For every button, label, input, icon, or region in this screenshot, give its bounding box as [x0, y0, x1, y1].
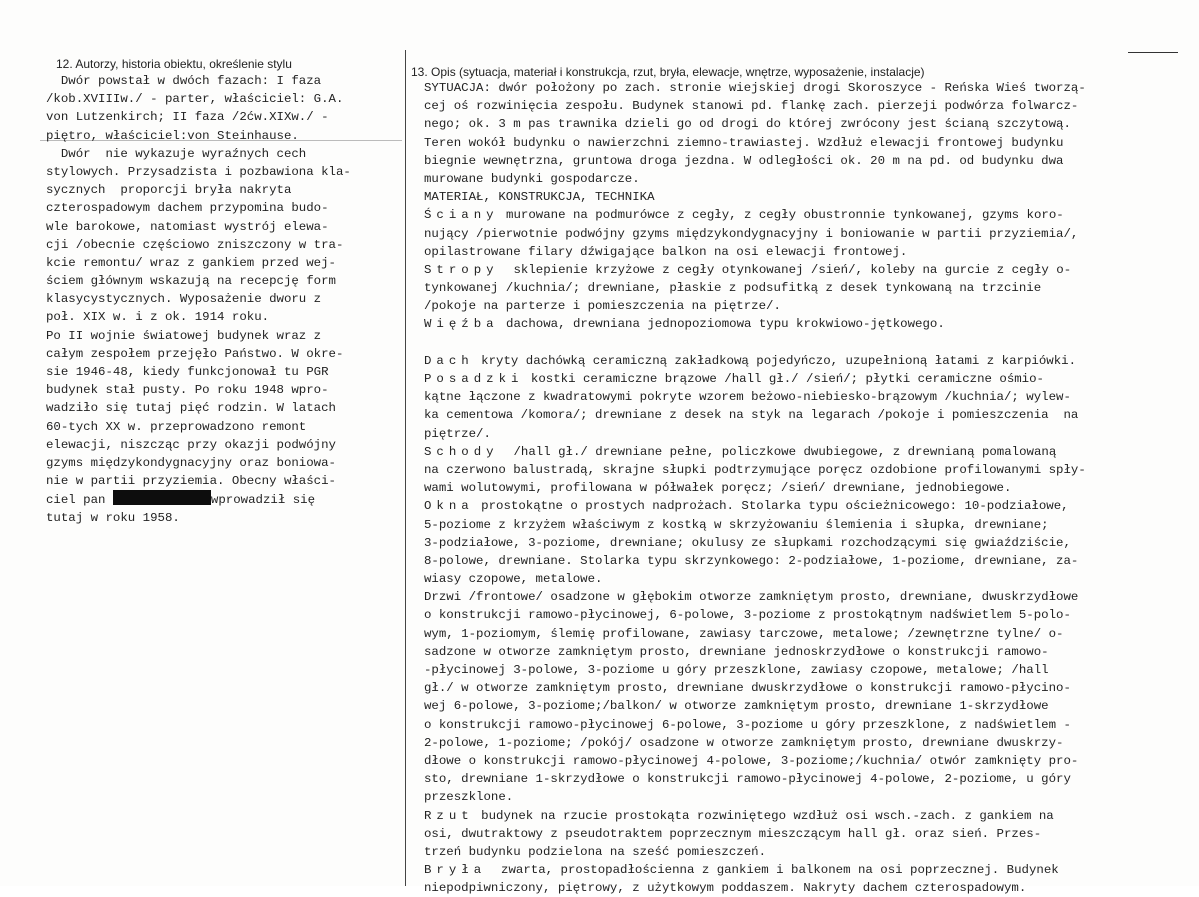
- schody-term: Schody: [424, 444, 499, 459]
- text-line: gł./ w otworze zamkniętym prosto, drewniane dwuskrzydłowe o konstrukcji ramowo-płycino-: [424, 681, 1071, 696]
- text-line: dłowe o konstrukcji ramowo-płycinowej 4-polowe, 3-poziome;/kuchnia/ otwór zamknięty pro-: [424, 753, 1079, 768]
- text-line: budynek stał pusty. Po roku 1948 wpro-: [46, 383, 329, 398]
- text-fragment: prostokątne o prostych nadprożach. Stolarka typu ościeżnicowego: 10-podziałowe,: [473, 499, 1069, 514]
- text-line: niepodpiwniczony, piętrowy, z użytkowym poddaszem. Nakryty dachem czterospadowym.: [424, 881, 1027, 896]
- text-line: wami wolutowymi, profilowana w półwałek poręcz; /sień/ drewniane, jednobiegowe.: [424, 481, 1012, 496]
- text-line: 3-podziałowe, 3-poziome, drewniane; okulusy ze słupkami rozchodzącymi się gwiaździście,: [424, 535, 1071, 550]
- dach-term: Dach: [424, 353, 474, 368]
- text-line: cji /obecnie częściowo zniszczony w tra-: [46, 237, 344, 252]
- column-divider: [405, 50, 406, 886]
- text-line: ka cementowa /komora/; drewniane z desek na styk na legarach /pokoje i pomieszczenia na: [424, 408, 1079, 423]
- text-line: tynkowanej /kuchnia/; drewniane, płaskie z podsufitką z desek tynkowaną na trzcinie: [424, 281, 1042, 296]
- stropy-line: [424, 261, 1194, 279]
- text-line: -płycinowej 3-polowe, 3-poziome u góry przeszklone, zawiasy czopowe, metalowe; /hall: [424, 663, 1049, 677]
- text-line: Dwór nie wykazuje wyraźnych cech: [46, 146, 307, 161]
- posadzki-term: Posadzki: [424, 372, 524, 386]
- text-line: klasycystycznych. Wyposażenie dworu z: [46, 292, 322, 307]
- schody-line: [424, 443, 1194, 461]
- bryla-line: [424, 861, 1194, 879]
- text-line: elewacji, niszcząc przy okazji podwójny: [46, 437, 336, 452]
- text-line: poł. XIX w. i z ok. 1914 roku.: [46, 310, 270, 325]
- okna-term: Okna: [424, 499, 474, 514]
- section-13-text: [424, 79, 1194, 897]
- text-line: nie w partii przyziemia. Obecny właści-: [46, 474, 336, 489]
- text-line: osi, dwutraktowy z pseudotraktem poprzecznym mieszczącym hall gł. oraz sień. Przes-: [424, 826, 1042, 841]
- text-line: wym, 1-poziomym, ślemię profilowane, zawiasy tarczowe, metalowe; /zewnętrzne tylne/ o-: [424, 626, 1064, 641]
- text-line: sie 1946-48, kiedy funkcjonował tu PGR: [46, 365, 329, 379]
- text-line: piętrze/.: [424, 426, 491, 441]
- text-fragment: dachowa, drewniana jednopoziomowa typu krokwiowo-jętkowego.: [498, 317, 945, 332]
- text-line: wej 6-polowe, 3-poziome;/balkon/ w otworze zamkniętym prosto, drewniane 1-skrzydłowe: [424, 699, 1049, 714]
- sciany-term: Ściany: [424, 208, 499, 223]
- posadzki-line: [424, 370, 1194, 388]
- rzut-term: Rzut: [424, 808, 474, 823]
- text-line: na czerwono balustradą, skrajne słupki podtrzymujące poręcz ozdobione profilowanymi spły-: [424, 462, 1086, 477]
- text-line: von Lutzenkirch; II faza /2ćw.XIXw./ -: [46, 110, 329, 125]
- text-line: opilastrowane filary dźwigające balkon na osi elewacji frontowej.: [424, 244, 908, 259]
- owner-prefix: ciel pan: [46, 493, 113, 508]
- text-line: kcie remontu/ wraz z gankiem przed wej-: [46, 255, 336, 270]
- text-line: wadziło się tutaj pięć rodzin. W latach: [46, 401, 336, 416]
- dach-line: [424, 352, 1194, 370]
- text-line: Teren wokół budynku o nawierzchni ziemno-trawiastej. Wzdłuż elewacji frontowej budynku: [424, 135, 1064, 150]
- owner-suffix: wprowadził się: [210, 493, 316, 508]
- text-line: wiasy czopowe, metalowe.: [424, 572, 603, 587]
- text-line: piętro, właściciel:von Steinhause.: [46, 128, 299, 143]
- okna-line: [424, 497, 1194, 515]
- text-line: SYTUACJA: dwór położony po zach. stronie wiejskiej drogi Skoroszyce - Reńska Wieś tworzą-: [424, 81, 1086, 95]
- sciany-line: [424, 206, 1194, 224]
- text-line: trzeń budynku podzielona na sześć pomieszczeń.: [424, 844, 767, 859]
- text-fragment: budynek na rzucie prostokąta rozwiniętego wzdłuż osi wsch.-zach. z gankiem na: [473, 808, 1054, 823]
- section-12-text: [46, 72, 404, 527]
- text-line: Po II wojnie światowej budynek wraz z: [46, 328, 322, 343]
- text-line: /kob.XVIIIw./ - parter, właściciel: G.A.: [46, 92, 344, 107]
- text-line: 2-polowe, 1-poziome; /pokój/ osadzone w otworze zamkniętym prosto, drewniane dwuskrzy-: [424, 735, 1064, 750]
- rzut-line: [424, 807, 1194, 825]
- redacted-line: [46, 490, 404, 508]
- text-line: przeszklone.: [424, 790, 514, 805]
- text-fragment: murowane na podmurówce z cegły, z cegły obustronnie tynkowanej, gzyms koro-: [498, 208, 1064, 223]
- text-line: cej oś rozwinięcia zespołu. Budynek stanowi pd. flankę zach. pierzeji podwórza folwarcz-: [424, 99, 1079, 114]
- text-line: biegnie wewnętrzna, gruntowa droga jezdna. W odległości ok. 20 m na pd. od budynku dwa: [424, 153, 1064, 168]
- text-fragment: kostki ceramiczne brązowe /hall gł./ /sień/; płytki ceramiczne ośmio-: [523, 372, 1044, 386]
- section-13-heading: 13. Opis (sytuacja, materiał i konstrukcja, rzut, bryła, elewacje, wnętrze, wyposażenie, instalacje): [411, 65, 925, 79]
- text-line: o konstrukcji ramowo-płycinowej 6-polowe, 3-poziome u góry przeszklone, z nadświetlem -: [424, 717, 1071, 732]
- top-right-rule: [1128, 52, 1178, 53]
- text-line: /pokoje na parterze i pomieszczenia na piętrze/.: [424, 299, 781, 314]
- text-line: tutaj w roku 1958.: [46, 510, 180, 525]
- text-line: 60-tych XX w. przeprowadzono remont: [46, 419, 307, 434]
- text-line: ściem głównym wskazują na recepcję form: [46, 274, 336, 289]
- text-line: stylowych. Przysadzista i pozbawiona kla-: [46, 164, 351, 179]
- text-line: sycznych proporcji bryła nakryta: [46, 183, 292, 198]
- subheading: MATERIAŁ, KONSTRUKCJA, TECHNIKA: [424, 190, 655, 205]
- text-line: gzyms międzykondygnacyjny oraz boniowa-: [46, 455, 336, 470]
- text-line: o konstrukcji ramowo-płycinowej, 6-polowe, 3-poziome z prostokątnym nadświetlem 5-polo-: [424, 608, 1071, 623]
- stropy-term: Stropy: [424, 262, 499, 277]
- text-fragment: kryty dachówką ceramiczną zakładkową pojedyńczo, uzupełnioną łatami z karpiówki.: [473, 353, 1077, 368]
- text-line: czterospadowym dachem przypomina budo-: [46, 201, 329, 216]
- text-line: sadzone w otworze zamkniętym prosto, drewniane jednoskrzydłowe o konstrukcji ramowo-: [424, 644, 1049, 659]
- section-12-heading: 12. Autorzy, historia obiektu, określenie stylu: [56, 57, 292, 71]
- text-line: 8-polowe, drewniane. Stolarka typu skrzynkowego: 2-podziałowe, 1-poziome, drewniane, za-: [424, 553, 1079, 568]
- text-line: całym zespołem przejęło Państwo. W okre-: [46, 346, 344, 361]
- text-fragment: sklepienie krzyżowe z cegły otynkowanej /sień/, koleby na gurcie z cegły o-: [498, 262, 1072, 277]
- text-line: kątne łączone z kwadratowymi pokryte wzorem beżowo-niebiesko-brązowym /kuchnia/; wylew-: [424, 390, 1071, 405]
- text-fragment: zwarta, prostopadłościenna z gankiem i balkonem na osi poprzecznej. Budynek: [486, 863, 1059, 878]
- bryla-term: Bryła: [424, 863, 487, 878]
- redaction-bar: [113, 490, 211, 505]
- text-line: 5-poziome z krzyżem właściwym z kostką w skrzyżowaniu ślemienia i słupka, drewniane;: [424, 517, 1049, 532]
- text-line: Drzwi /frontowe/ osadzone w głębokim otworze zamkniętym prosto, drewniane, dwuskrzydłowe: [424, 590, 1079, 605]
- text-fragment: /hall gł./ drewniane pełne, policzkowe dwubiegowe, z drewnianą pomalowaną: [498, 444, 1057, 459]
- blank-line: [424, 334, 1194, 352]
- wiezba-line: [424, 315, 1194, 333]
- text-line: Dwór powstał w dwóch fazach: I faza: [46, 74, 322, 88]
- text-line: nego; ok. 3 m pas trawnika dzieli go od drogi do której zwrócony jest ścianą szczytową.: [424, 117, 1071, 132]
- wiezba-term: Więźba: [424, 317, 499, 332]
- text-line: sto, drewniane 1-skrzydłowe o konstrukcji ramowo-płycinowej 4-polowe, 2-poziome, u góry: [424, 772, 1071, 787]
- text-line: wle barokowe, natomiast wystrój elewa-: [46, 219, 329, 234]
- text-line: nujący /pierwotnie podwójny gzyms międzykondygnacyjny i boniowanie w partii przyziemia/,: [424, 226, 1079, 241]
- text-line: murowane budynki gospodarcze.: [424, 171, 640, 186]
